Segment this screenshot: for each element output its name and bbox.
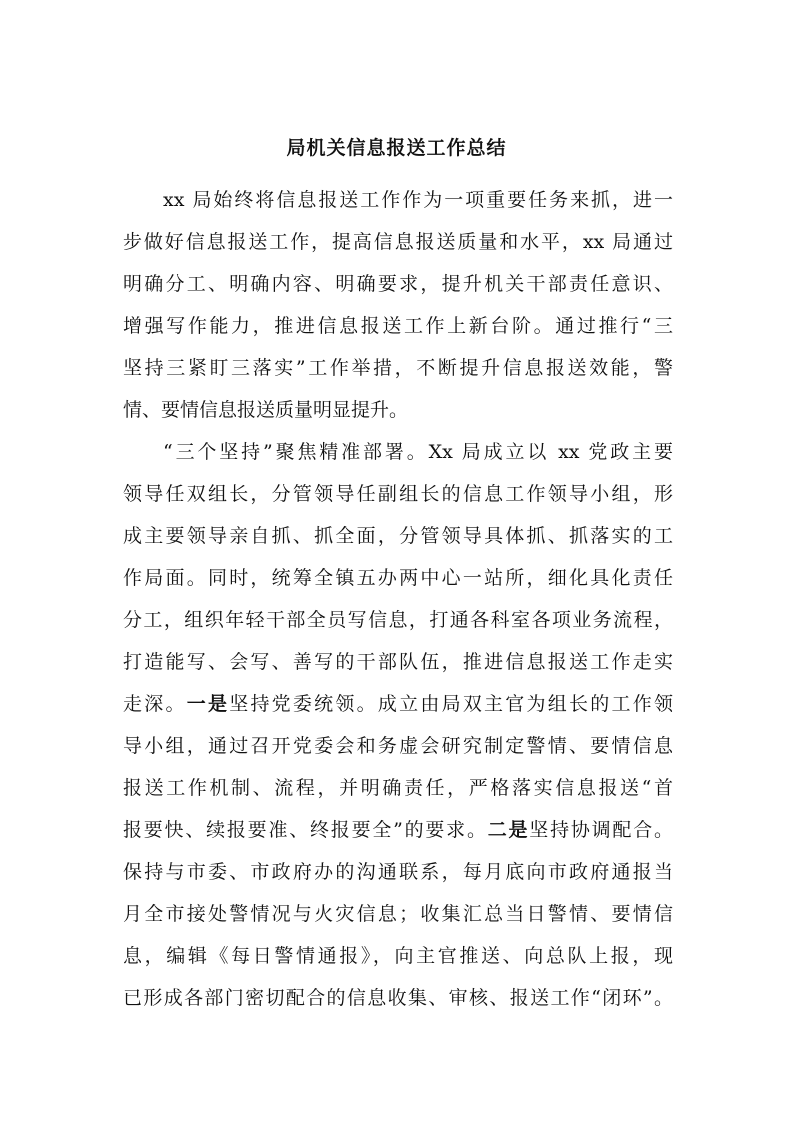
paragraph-line: 分工，组织年轻干部全员写信息，打通各科室各项业务流程，	[123, 609, 673, 631]
paragraph-line: 坚持三紧盯三落实”工作举措，不断提升信息报送效能，警	[123, 357, 673, 379]
emphasis-text: 二是	[487, 819, 530, 841]
paragraph-line: 增强写作能力，推进信息报送工作上新台阶。通过推行“三	[123, 315, 673, 337]
text-run: 走深。	[123, 693, 187, 715]
paragraph-line: 打造能写、会写、善写的干部队伍，推进信息报送工作走实	[123, 651, 673, 673]
text-run: 坚持协调配合。	[529, 819, 673, 841]
paragraph-line: 明确分工、明确内容、明确要求，提升机关干部责任意识、	[123, 273, 673, 295]
paragraph-line: 已形成各部门密切配合的信息收集、审核、报送工作“闭环”。	[123, 987, 673, 1009]
paragraph-line: 领导任双组长，分管领导任副组长的信息工作领导小组，形	[123, 483, 673, 505]
paragraph-line: 情、要情信息报送质量明显提升。	[123, 399, 409, 421]
paragraph-line	[123, 690, 673, 718]
paragraph-line: 步做好信息报送工作，提高信息报送质量和水平，xx 局通过	[123, 231, 673, 253]
text-run: 坚持党委统领。成立由局双主官为组长的工作领	[229, 693, 673, 715]
text-run: 报要快、续报要准、终报要全”的要求。	[123, 819, 488, 841]
paragraph-line: 成主要领导亲自抓、抓全面，分管领导具体抓、抓落实的工	[123, 525, 673, 547]
emphasis-text: 一是	[186, 693, 230, 715]
paragraph-line: 报送工作机制、流程，并明确责任，严格落实信息报送“首	[123, 777, 673, 799]
paragraph-line: 导小组，通过召开党委会和务虚会研究制定警情、要情信息	[123, 735, 673, 757]
paragraph-line: “三个坚持”聚焦精准部署。Xx 局成立以 xx 党政主要	[163, 441, 673, 463]
paragraph-line: 保持与市委、市政府办的沟通联系，每月底向市政府通报当	[123, 861, 673, 883]
paragraph-line: 息，编辑《每日警情通报》，向主官推送、向总队上报，现	[123, 945, 673, 967]
paragraph-line: 作局面。同时，统筹全镇五办两中心一站所，细化具化责任	[123, 567, 673, 589]
paragraph-line: xx 局始终将信息报送工作作为一项重要任务来抓，进一	[163, 189, 673, 211]
document-title: 局机关信息报送工作总结	[286, 137, 507, 159]
paragraph-line	[123, 816, 673, 844]
paragraph-line: 月全市接处警情况与火灾信息；收集汇总当日警情、要情信	[123, 903, 673, 925]
